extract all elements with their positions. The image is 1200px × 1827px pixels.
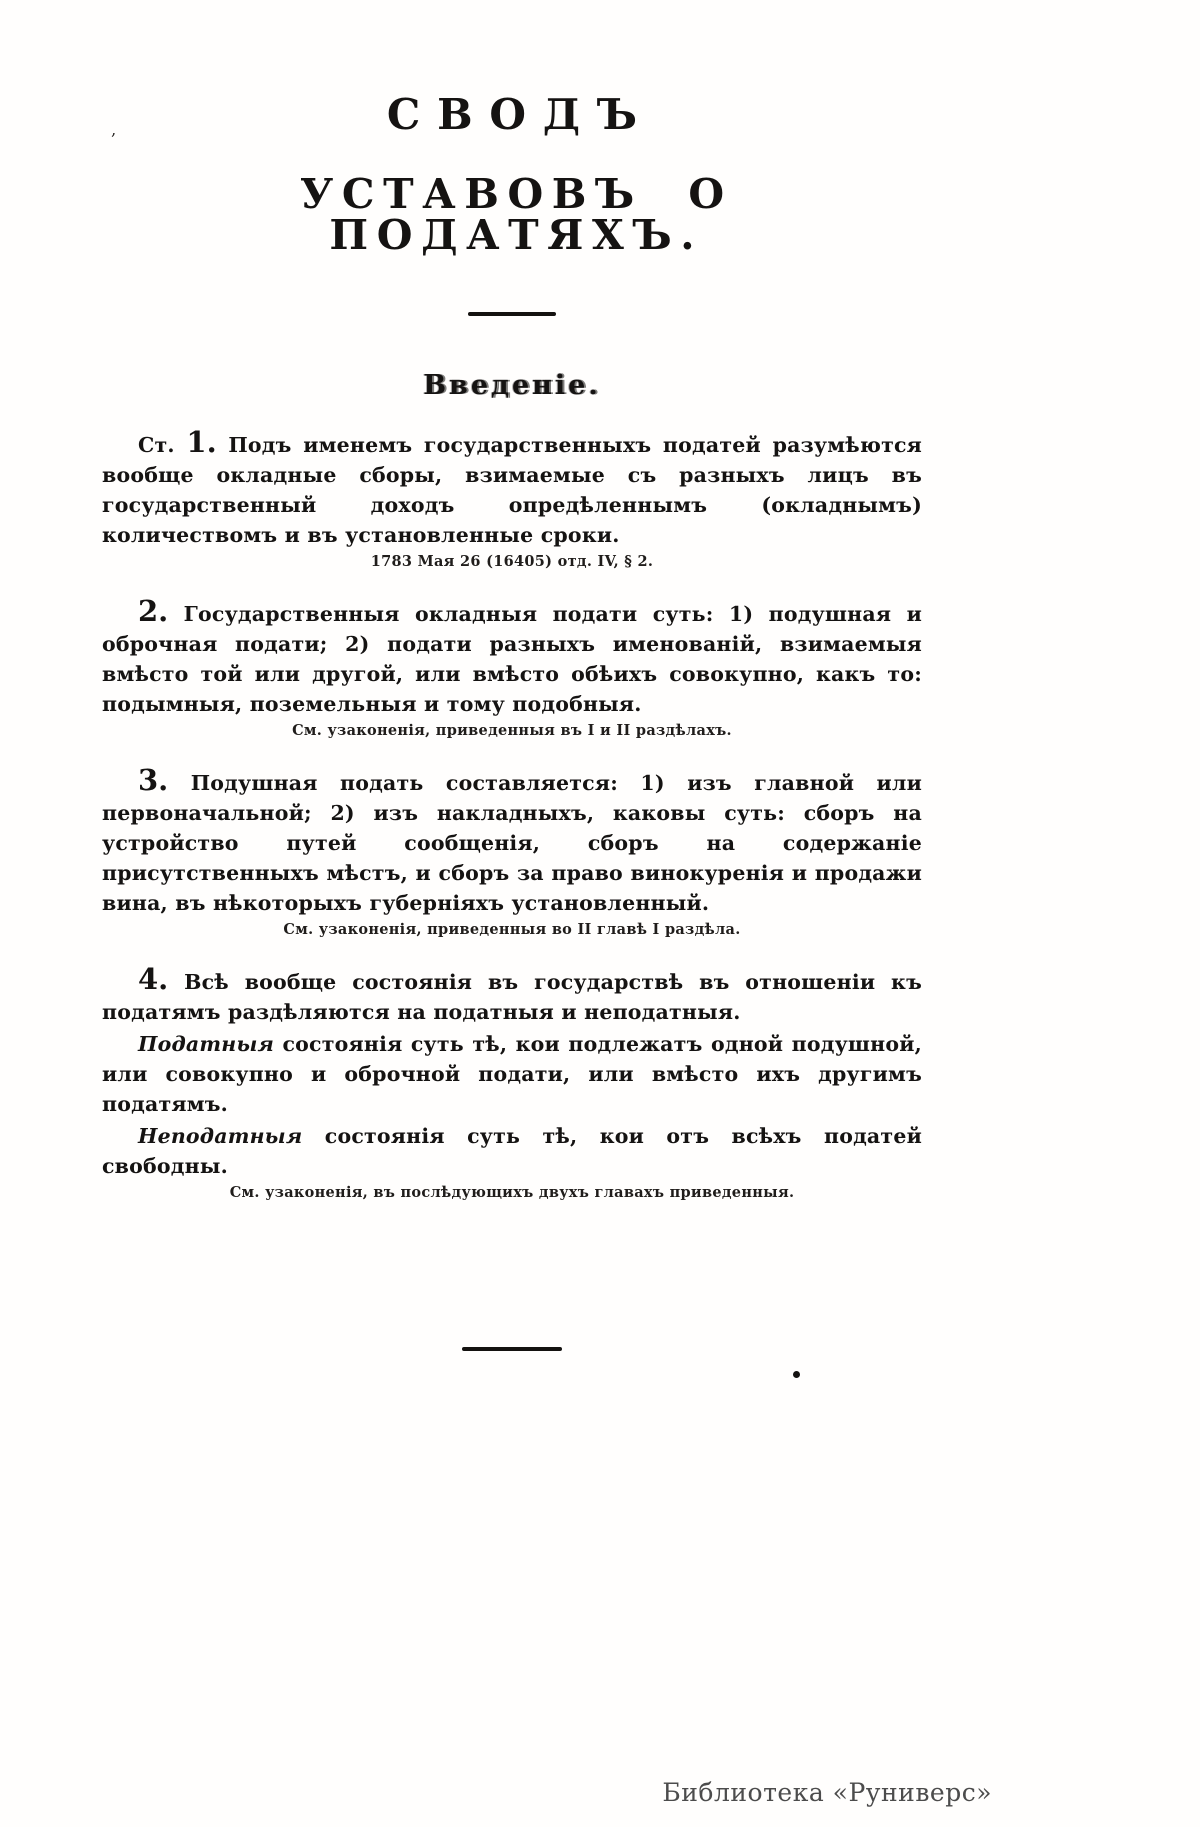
ink-dot	[793, 1371, 800, 1378]
article-2-text: Государственныя окладныя подати суть: 1) подушная и оброчная подати; 2) подати разныхъ именованій, взимаемыя вмѣсто той или другой, или вмѣсто обѣихъ совокупно, какъ то: подымныя, поземельныя и тому подобныя.	[102, 602, 922, 716]
article-3-paragraph	[102, 763, 923, 918]
book-title-line1: СВОДЪ	[386, 90, 654, 139]
library-watermark: Библиотека «Руниверс»	[662, 1778, 992, 1807]
page-content	[102, 0, 922, 1351]
article-1-text: Подъ именемъ государственныхъ податей разумѣются вообще окладные сборы, взимаемые съ разныхъ лицъ въ государственный доходъ опредѣленнымъ (окладнымъ) количествомъ и въ установленные сроки.	[102, 433, 923, 547]
article-4-text: Всѣ вообще состоянія въ государствѣ въ отношеніи къ податямъ раздѣляются на податныя и неподатныя.	[102, 970, 922, 1024]
book-title-line2: УСТАВОВЪ О ПОДАТЯХЪ.	[299, 170, 733, 259]
article-2-paragraph	[102, 594, 922, 719]
article-4-definition-nontaxable	[102, 1121, 922, 1181]
article-2	[102, 594, 922, 739]
article-3-number: 3.	[138, 763, 169, 797]
article-4	[102, 962, 922, 1201]
article-4-term-nontaxable: Неподатныя	[138, 1124, 303, 1148]
article-1-prefix: Ст.	[138, 433, 175, 457]
article-4-citation: См. узаконенія, въ послѣдующихъ двухъ главахъ приведенныя.	[229, 1184, 795, 1201]
article-1-paragraph	[102, 425, 923, 550]
article-3-text: Подушная подать составляется: 1) изъ главной или первоначальной; 2) изъ накладныхъ, каковы суть: сборъ на устройство путей сообщенія, сборъ на содержаніе присутственныхъ мѣстъ, и сборъ за право винокуренія и продажи вина, въ нѣкоторыхъ губерніяхъ установленный.	[102, 771, 923, 915]
article-3	[102, 763, 923, 938]
article-2-number: 2.	[138, 594, 169, 628]
article-4-definition-taxable-text: состоянія суть тѣ, кои подлежатъ одной подушной, или совокупно и оброчной подати, или вмѣсто ихъ другимъ податямъ.	[102, 1032, 922, 1116]
ink-speck: ‚	[111, 120, 117, 139]
article-4-number: 4.	[138, 962, 169, 996]
section-heading-introduction: Введеніе.	[423, 370, 601, 401]
article-2-citation: См. узаконенія, приведенныя въ I и II раздѣлахъ.	[292, 722, 732, 739]
article-1	[102, 425, 923, 570]
article-3-citation: См. узаконенія, приведенныя во II главѣ I раздѣла.	[283, 921, 741, 938]
article-4-paragraph	[102, 962, 922, 1027]
divider-rule-top	[468, 312, 556, 316]
article-4-definition-nontaxable-text: состоянія суть тѣ, кои отъ всѣхъ податей свободны.	[102, 1124, 922, 1178]
article-1-citation: 1783 Мая 26 (16405) отд. IV, § 2.	[370, 553, 654, 570]
article-4-term-taxable: Податныя	[138, 1032, 275, 1056]
article-1-number: 1.	[186, 425, 217, 459]
article-4-definition-taxable	[102, 1029, 922, 1119]
divider-rule-bottom	[462, 1347, 562, 1351]
